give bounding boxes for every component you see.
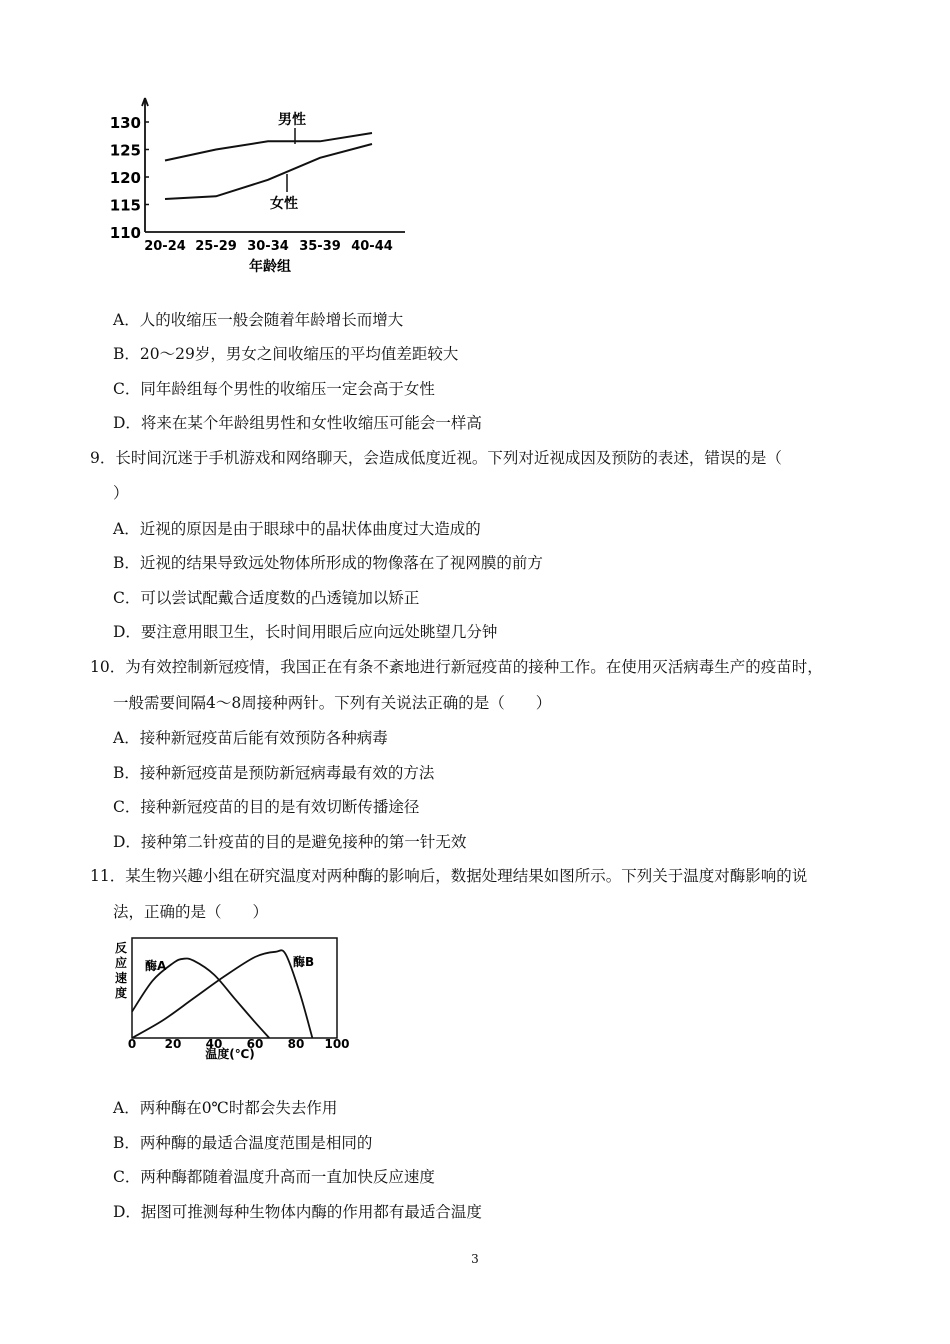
x-tick-label: 100 <box>324 1037 350 1051</box>
legend-female-label: 女性 <box>270 196 298 212</box>
x-axis-label: 年龄组 <box>249 259 291 275</box>
q8-option-c: C．同年龄组每个男性的收缩压一定会高于女性 <box>113 380 435 398</box>
y-tick-labels <box>110 114 149 242</box>
q9-stem-line1: 9．长时间沉迷于手机游戏和网络聊天，会造成低度近视。下列对近视成因及预防的表述，错误的是（ <box>90 449 782 467</box>
q8-option-b: B．20～29岁，男女之间收缩压的平均值差距较大 <box>113 345 459 363</box>
q11-option-c: C．两种酶都随着温度升高而一直加快反应速度 <box>113 1168 435 1186</box>
x-tick-label: 20 <box>164 1037 182 1051</box>
q11-stem-line2: 法，正确的是（ ） <box>113 903 269 921</box>
y-label-char: 应 <box>114 956 128 970</box>
y-label-char: 度 <box>114 986 128 1000</box>
q9-option-a: A．近视的原因是由于眼球中的晶状体曲度过大造成的 <box>113 520 481 538</box>
q8-option-a: A．人的收缩压一般会随着年龄增长而增大 <box>113 311 404 329</box>
y-tick-label: 130 <box>109 114 141 132</box>
q10-stem-line2: 一般需要间隔4～8周接种两针。下列有关说法正确的是（ ） <box>113 694 552 712</box>
x-tick-labels <box>144 239 393 254</box>
legend-male-label: 男性 <box>278 112 306 128</box>
q8-option-d: D．将来在某个年龄组男性和女性收缩压可能会一样高 <box>113 414 482 432</box>
y-tick-label: 110 <box>109 224 141 242</box>
y-label-char: 速 <box>114 971 128 985</box>
x-tick-label: 25-29 <box>195 239 237 254</box>
q11-stem-line1: 11．某生物兴趣小组在研究温度对两种酶的影响后，数据处理结果如图所示。下列关于温度对酶影响的说 <box>90 867 808 885</box>
q9-option-c: C．可以尝试配戴合适度数的凸透镜加以矫正 <box>113 589 420 607</box>
q9-option-b: B．近视的结果导致远处物体所形成的物像落在了视网膜的前方 <box>113 554 543 572</box>
x-tick-label: 20-24 <box>144 239 186 254</box>
enzyme-temperature-chart <box>110 932 350 1064</box>
blood-pressure-chart <box>100 92 420 282</box>
x-tick-label: 30-34 <box>247 239 289 254</box>
q10-stem-line1: 10．为有效控制新冠疫情，我国正在有条不紊地进行新冠疫苗的接种工作。在使用灭活病毒生产的疫苗时， <box>90 658 823 676</box>
q11-option-b: B．两种酶的最适合温度范围是相同的 <box>113 1134 373 1152</box>
x-tick-label: 0 <box>127 1037 137 1051</box>
y-label-char: 反 <box>114 941 128 955</box>
x-tick-label: 35-39 <box>299 239 341 254</box>
q10-option-c: C．接种新冠疫苗的目的是有效切断传播途径 <box>113 798 420 816</box>
q11-option-a: A．两种酶在0℃时都会失去作用 <box>113 1099 338 1117</box>
enzyme-b-label: 酶B <box>293 955 315 969</box>
enzyme-a-label: 酶A <box>145 959 167 973</box>
q10-option-d: D．接种第二针疫苗的目的是避免接种的第一针无效 <box>113 833 467 851</box>
x-tick-label: 80 <box>287 1037 305 1051</box>
male-series-line <box>165 133 372 161</box>
q9-stem-line2: ） <box>113 484 129 502</box>
x-tick-label: 60 <box>246 1037 264 1051</box>
q10-option-a: A．接种新冠疫苗后能有效预防各种病毒 <box>113 729 388 747</box>
page-number: 3 <box>471 1252 479 1266</box>
q11-option-d: D．据图可推测每种生物体内酶的作用都有最适合温度 <box>113 1203 482 1221</box>
x-tick-label: 40 <box>205 1037 223 1051</box>
x-axis-label: 温度(℃) <box>205 1047 255 1061</box>
q10-option-b: B．接种新冠疫苗是预防新冠病毒最有效的方法 <box>113 764 435 782</box>
y-tick-label: 115 <box>109 196 141 215</box>
y-tick-label: 125 <box>109 141 141 160</box>
female-series-line <box>165 144 372 199</box>
y-tick-label: 120 <box>109 169 141 187</box>
chart-frame <box>132 938 337 1038</box>
q9-option-d: D．要注意用眼卫生，长时间用眼后应向远处眺望几分钟 <box>113 623 498 641</box>
y-axis-label <box>115 940 127 1000</box>
x-tick-label: 40-44 <box>351 239 393 254</box>
series-lines <box>165 133 372 199</box>
